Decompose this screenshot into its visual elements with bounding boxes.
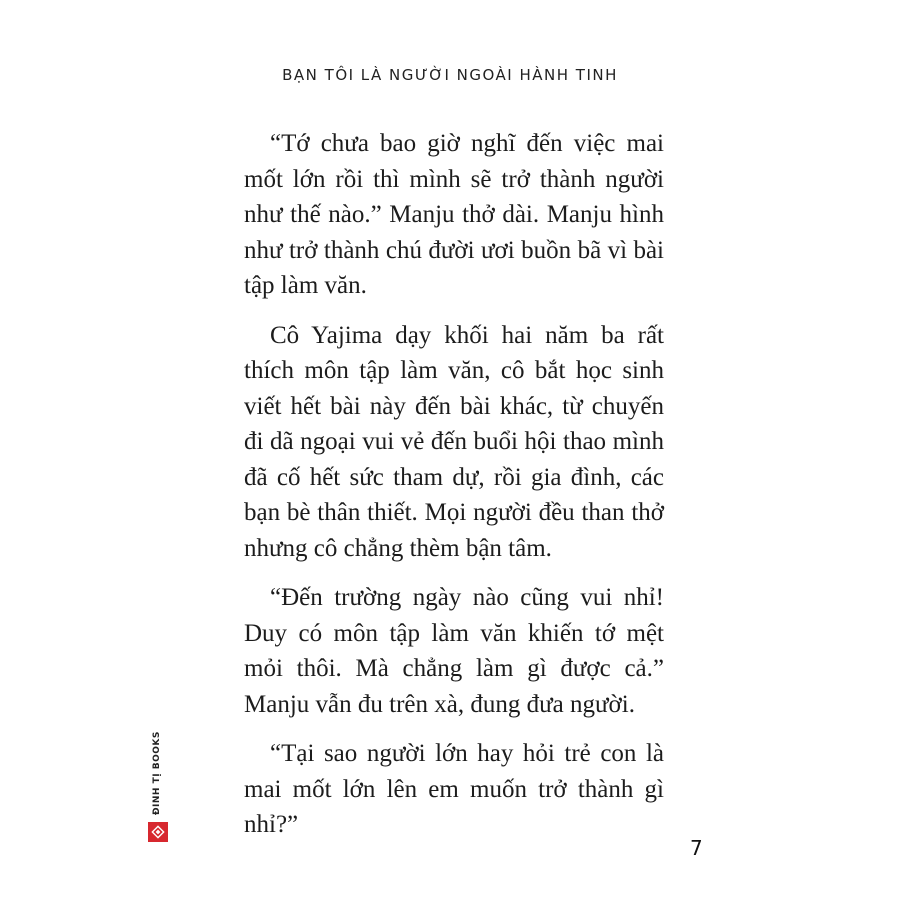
- body-text: [244, 126, 664, 857]
- paragraph: “Tại sao người lớn hay hỏi trẻ con là mai mốt lớn lên em muốn trở thành gì nhỉ?”: [244, 740, 664, 838]
- page-number: 7: [690, 836, 703, 860]
- publisher-name: ĐINH TỊ BOOKS: [152, 731, 162, 815]
- paragraph: Cô Yajima dạy khối hai năm ba rất thích môn tập làm văn, cô bắt học sinh viết hết bài này đến bài khác, từ chuyến đi dã ngoại vui vẻ đến buổi hội thao mình đã cố hết sức tham dự, rồi gia đình, các bạn bè thân thiết. Mọi người đều than thở nhưng cô chẳng thèm bận tâm.: [244, 321, 664, 562]
- paragraph: “Đến trường ngày nào cũng vui nhỉ! Duy có môn tập làm văn khiến tớ mệt mỏi thôi. Mà chẳng làm gì được cả.” Manju vẫn đu trên xà, đung đưa người.: [244, 584, 664, 718]
- dinh-ti-logo-icon: [148, 822, 168, 842]
- paragraph: “Tớ chưa bao giờ nghĩ đến việc mai mốt lớn rồi thì mình sẽ trở thành người như thế nào.” Manju thở dài. Manju hình như trở thành chú đười ươi buồn bã vì bài tập làm văn.: [244, 130, 664, 299]
- running-header: BẠN TÔI LÀ NGƯỜI NGOÀI HÀNH TINH: [282, 66, 618, 84]
